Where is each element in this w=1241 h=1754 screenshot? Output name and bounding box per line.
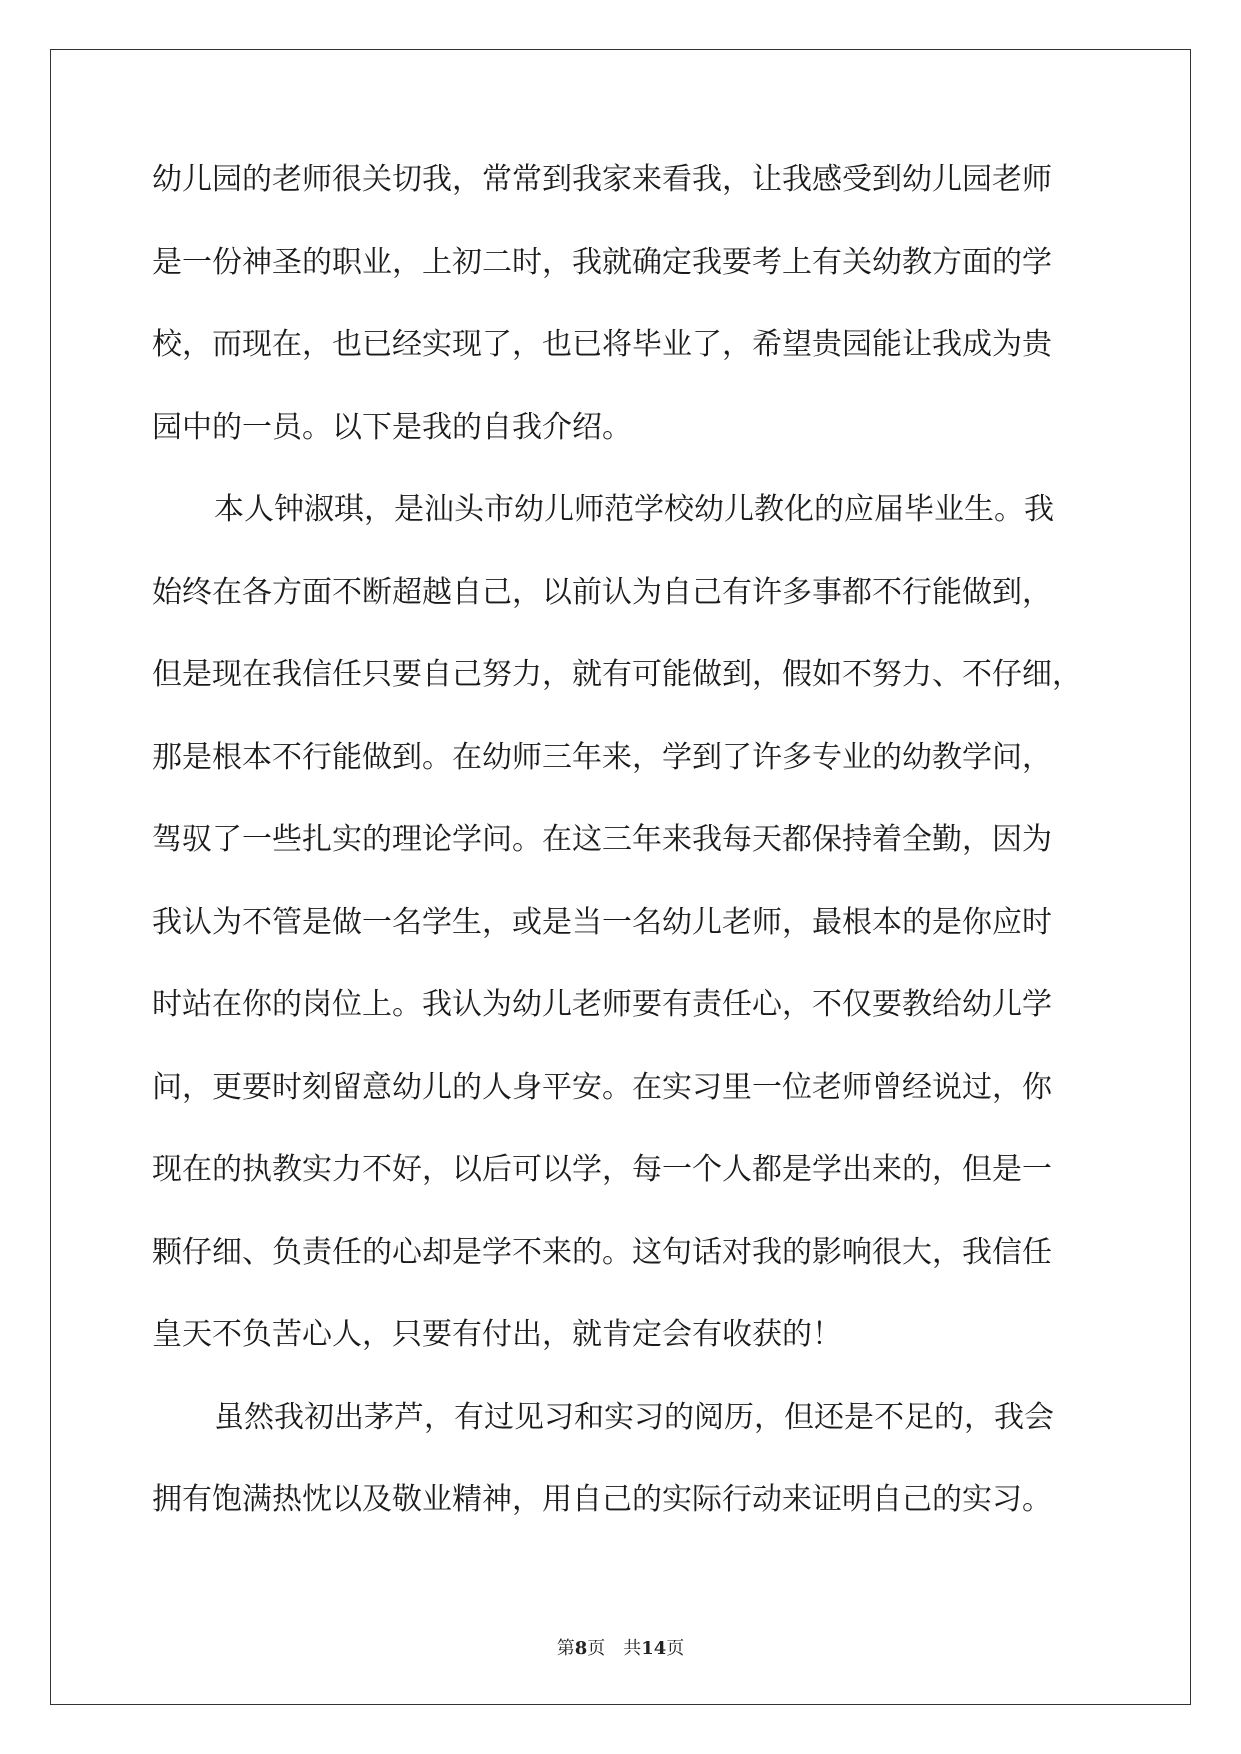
text-line: 本人钟淑琪，是汕头市幼儿师范学校幼儿教化的应届毕业生。我	[214, 492, 1054, 527]
footer-total-suffix: 页	[666, 1638, 685, 1659]
document-body	[152, 158, 1112, 1561]
text-line: 颗仔细、负责任的心却是学不来的。这句话对我的影响很大，我信任	[152, 1234, 1052, 1270]
text-line: 那是根本不行能做到。在幼师三年来，学到了许多专业的幼教学问，	[152, 739, 1052, 775]
text-line: 但是现在我信任只要自己努力，就有可能做到，假如不努力、不仔细，	[152, 657, 1082, 692]
text-line: 校，而现在，也已经实现了，也已将毕业了，希望贵园能让我成为贵	[152, 327, 1052, 362]
text-line: 园中的一员。以下是我的自我介绍。	[152, 409, 632, 445]
text-line: 始终在各方面不断超越自己，以前认为自己有许多事都不行能做到，	[152, 574, 1052, 610]
current-page-number: 8	[574, 1638, 588, 1659]
footer-total-prefix: 共	[623, 1638, 642, 1659]
total-page-count: 14	[641, 1638, 667, 1659]
text-line: 拥有饱满热忱以及敬业精神，用自己的实际行动来证明自己的实习。	[152, 1482, 1052, 1517]
text-line: 驾驭了一些扎实的理论学问。在这三年来我每天都保持着全勤，因为	[152, 822, 1052, 857]
text-line: 时站在你的岗位上。我认为幼儿老师要有责任心，不仅要教给幼儿学	[152, 987, 1052, 1022]
footer-page-suffix: 页	[587, 1638, 606, 1659]
text-line: 问，更要时刻留意幼儿的人身平安。在实习里一位老师曾经说过，你	[152, 1069, 1052, 1105]
text-line: 皇天不负苦心人，只要有付出，就肯定会有收获的！	[152, 1317, 842, 1352]
text-line: 我认为不管是做一名学生，或是当一名幼儿老师，最根本的是你应时	[152, 904, 1052, 940]
text-line: 虽然我初出茅芦，有过见习和实习的阅历，但还是不足的，我会	[214, 1399, 1054, 1435]
page-number-footer	[0, 1634, 1241, 1660]
text-line: 现在的执教实力不好，以后可以学，每一个人都是学出来的，但是一	[152, 1152, 1052, 1187]
text-line: 是一份神圣的职业，上初二时，我就确定我要考上有关幼教方面的学	[152, 244, 1052, 280]
footer-prefix: 第	[556, 1638, 575, 1659]
text-line: 幼儿园的老师很关切我，常常到我家来看我，让我感受到幼儿园老师	[152, 162, 1052, 197]
